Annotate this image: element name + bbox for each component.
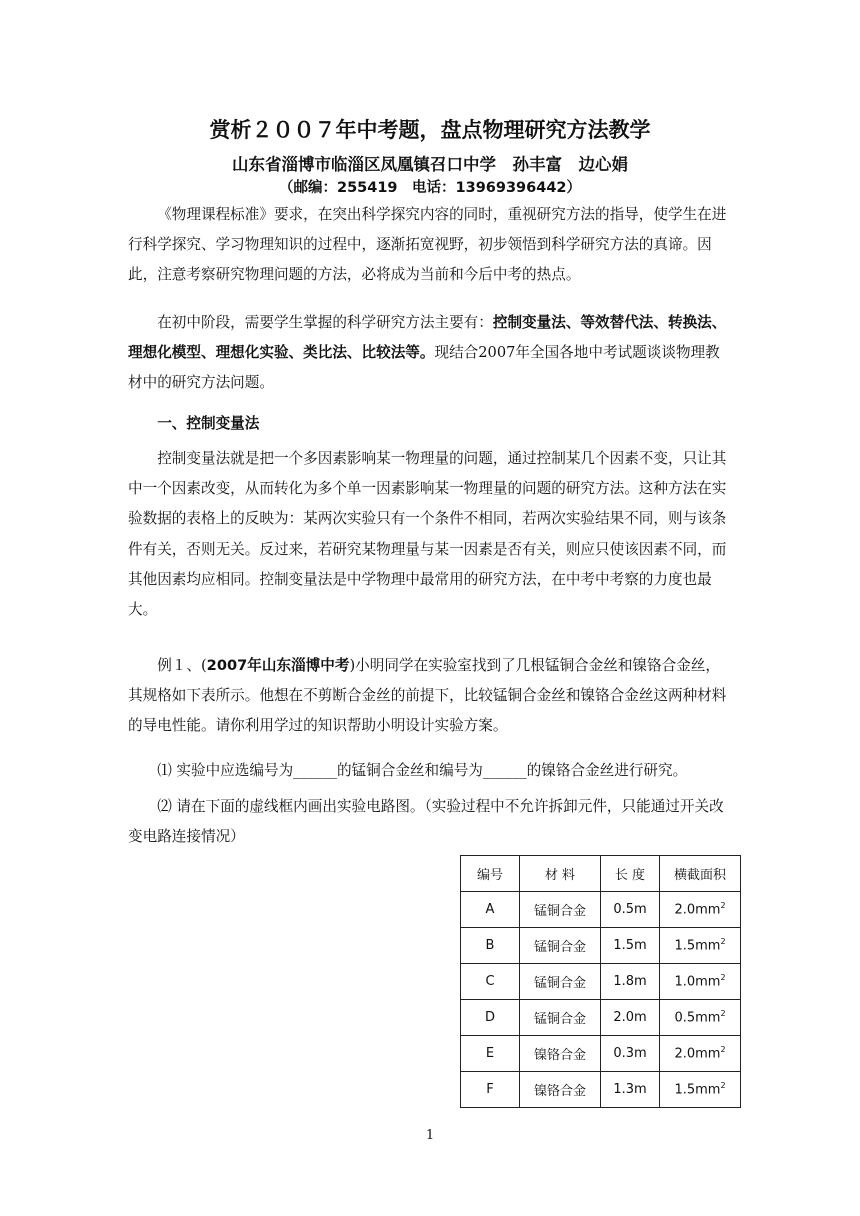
question-2-text: ⑵ 请在下面的虚线框内画出实验电路图。（实验过程中不允许拆卸元件，只能通过开关改变电路连接情况）	[128, 798, 724, 846]
paragraph-control-variable	[128, 444, 732, 625]
cell-area	[660, 1072, 741, 1108]
cell-id: B	[461, 928, 520, 964]
cell-id: D	[461, 1000, 520, 1036]
cell-material: 锰铜合金	[520, 928, 601, 964]
contact-line: （邮编：255419 电话：13969396442）	[278, 180, 581, 196]
example-1-source: 2007年山东淄博中考	[206, 657, 350, 674]
cell-id: A	[461, 892, 520, 928]
author-line: 山东省淄博市临淄区凤凰镇召口中学 孙丰富 边心娟	[232, 155, 628, 174]
cell-length: 1.5m	[601, 928, 660, 964]
header-id: 编号	[461, 856, 520, 892]
area-value: 0.5mm	[674, 1010, 721, 1026]
area-value: 1.0mm	[674, 974, 721, 990]
cell-length: 0.3m	[601, 1036, 660, 1072]
control-variable-text: 控制变量法就是把一个多因素影响某一物理量的问题，通过控制某几个因素不变，只让其中一个因素改变，从而转化为多个单一因素影响某一物理量的问题的研究方法。这种方法在实验数据的表格上的反映为：某两次实验只有一个条件不相同，若两次实验结果不同，则与该条件有关，否则无关。反过来，若研究某物理量与某一因素是否有关，则应只使该因素不同，而其他因素均应相同。控制变量法是中学物理中最常用的研究方法，在中考中考察的力度也最大。	[128, 450, 727, 619]
cell-material: 锰铜合金	[520, 892, 601, 928]
intro-text: 《物理课程标准》要求，在突出科学探究内容的同时，重视研究方法的指导，使学生在进行科学探究、学习物理知识的过程中，逐渐拓宽视野，初步领悟到科学研究方法的真谛。因此，注意考察研究物理问题的方法，必将成为当前和今后中考的热点。	[128, 206, 727, 284]
cell-length: 1.3m	[601, 1072, 660, 1108]
example-1-prefix: 例１、(	[157, 657, 207, 674]
cell-material: 镍铬合金	[520, 1072, 601, 1108]
cell-area	[660, 964, 741, 1000]
cell-length: 0.5m	[601, 892, 660, 928]
methods-list: 控制变量法、等效替代法、转换法、理想化模型、理想化实验、类比法、比较法等。	[128, 314, 727, 362]
table-row	[461, 1072, 741, 1108]
cell-material: 锰铜合金	[520, 964, 601, 1000]
methods-lead: 在初中阶段，需要学生掌握的科学研究方法主要有：	[157, 314, 493, 331]
cell-area	[660, 892, 741, 928]
table-row	[461, 892, 741, 928]
area-value: 1.5mm	[674, 1082, 721, 1098]
paragraph-example-1	[128, 651, 732, 742]
document-title: 赏析２００７年中考题，盘点物理研究方法教学	[209, 118, 651, 142]
cell-id: E	[461, 1036, 520, 1072]
page-number: 1	[425, 1128, 435, 1143]
area-exponent: 2	[720, 901, 726, 911]
paragraph-intro	[128, 200, 732, 291]
area-exponent: 2	[720, 1081, 726, 1091]
paragraph-methods	[128, 308, 732, 399]
table-header-row	[461, 856, 741, 892]
cell-material: 锰铜合金	[520, 1000, 601, 1036]
area-exponent: 2	[720, 1009, 726, 1019]
table-row	[461, 1000, 741, 1036]
heading-control-variable: 一、控制变量法	[157, 415, 260, 432]
area-value: 2.0mm	[674, 1046, 721, 1062]
cell-area	[660, 928, 741, 964]
question-2	[128, 792, 732, 852]
table-row	[461, 1036, 741, 1072]
question-1-text: ⑴ 实验中应选编号为______的锰铜合金丝和编号为______的镍铬合金丝进行研究。	[157, 762, 688, 779]
question-1	[128, 756, 732, 786]
area-exponent: 2	[720, 1045, 726, 1055]
header-area: 横截面积	[660, 856, 741, 892]
section-heading-1	[128, 409, 732, 439]
example-1-body: )小明同学在实验室找到了几根锰铜合金丝和镍铬合金丝，其规格如下表所示。他想在不剪断合金丝的前提下，比较锰铜合金丝和镍铬合金丝这两种材料的导电性能。请你利用学过的知识帮助小明设计实验方案。	[128, 657, 727, 735]
area-exponent: 2	[720, 937, 726, 947]
cell-id: C	[461, 964, 520, 1000]
area-value: 2.0mm	[674, 902, 721, 918]
cell-area	[660, 1036, 741, 1072]
cell-length: 1.8m	[601, 964, 660, 1000]
cell-id: F	[461, 1072, 520, 1108]
table-row	[461, 964, 741, 1000]
header-length: 长 度	[601, 856, 660, 892]
wire-spec-table	[460, 855, 741, 1108]
cell-area	[660, 1000, 741, 1036]
example-1-text	[128, 651, 732, 742]
header-material: 材 料	[520, 856, 601, 892]
area-exponent: 2	[720, 973, 726, 983]
methods-text	[128, 308, 732, 399]
cell-length: 2.0m	[601, 1000, 660, 1036]
table-row	[461, 928, 741, 964]
cell-material: 镍铬合金	[520, 1036, 601, 1072]
area-value: 1.5mm	[674, 938, 721, 954]
methods-tail: 现结合2007年全国各地中考试题谈谈物理教材中的研究方法问题。	[128, 344, 720, 392]
